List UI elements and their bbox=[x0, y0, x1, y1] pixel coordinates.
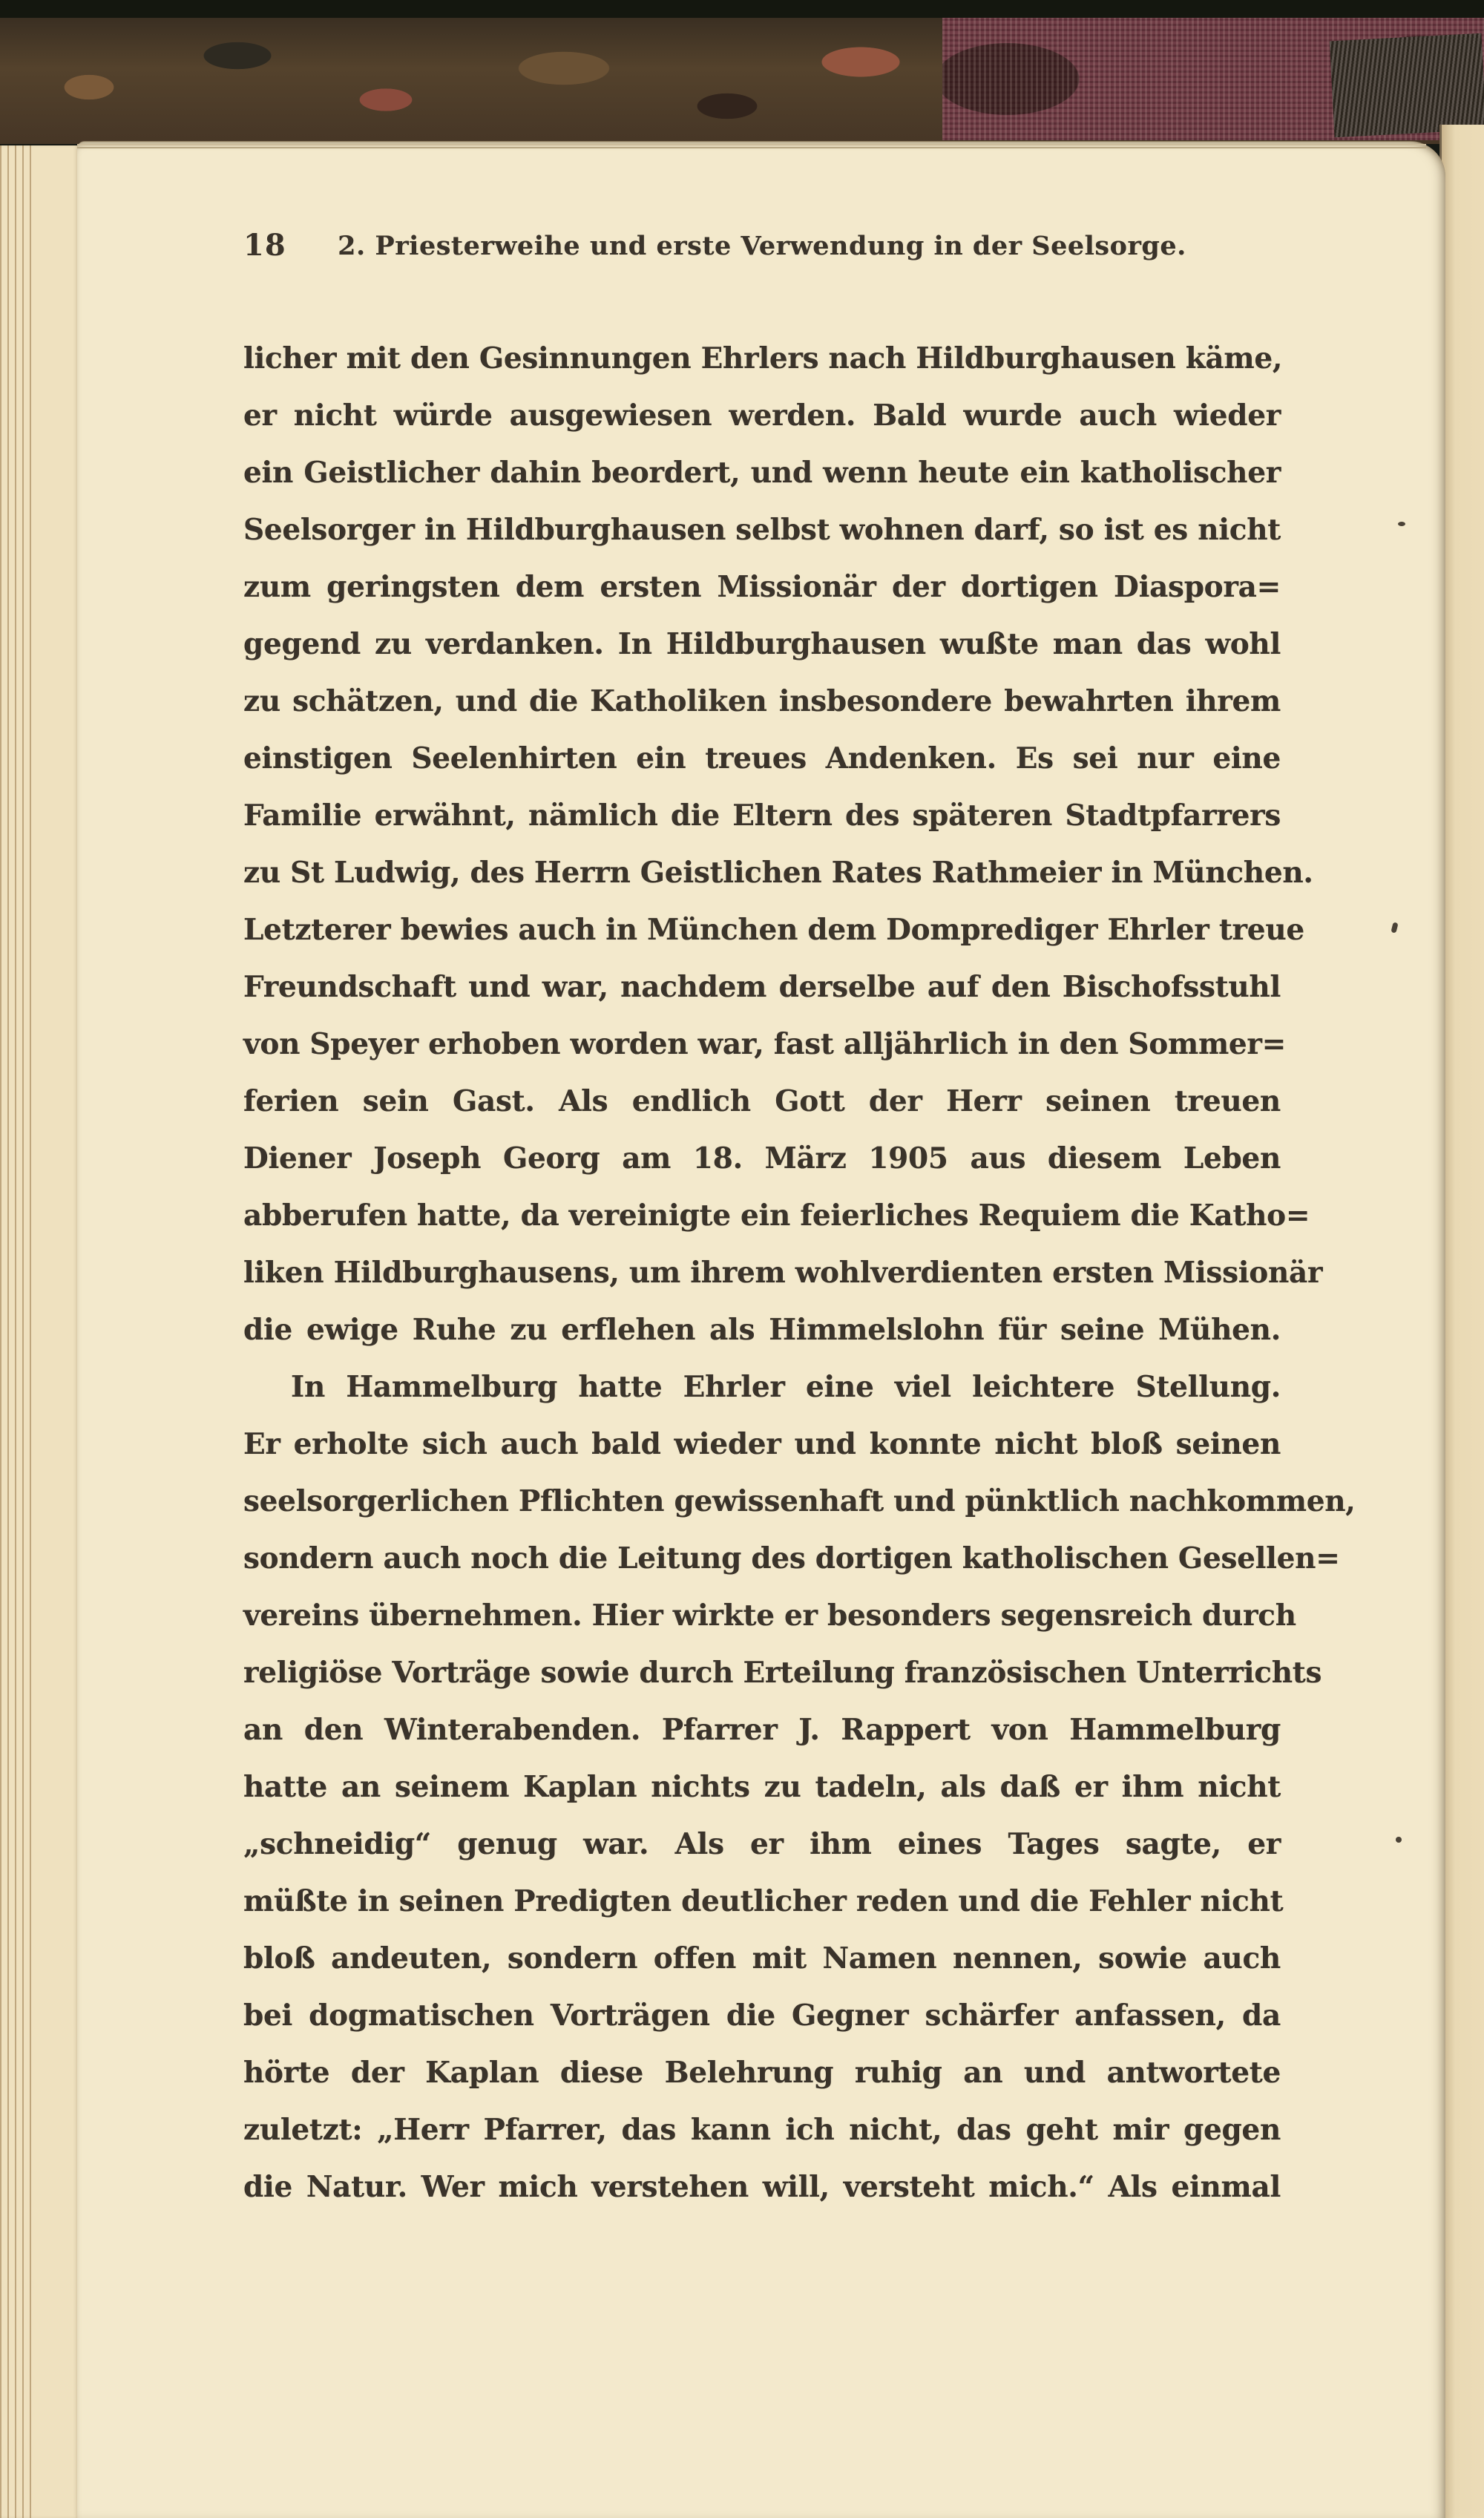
page-stack-edges bbox=[0, 145, 79, 2518]
text-line: die Natur. Wer mich verstehen will, versteht mich.“ Als einmal bbox=[243, 2170, 1281, 2204]
text-line: gegend zu verdanken. In Hildburghausen wußte man das wohl bbox=[243, 627, 1281, 661]
text-line: von Speyer erhoben worden war, fast alljährlich in den Sommer= bbox=[243, 1027, 1287, 1061]
text-line: abberufen hatte, da vereinigte ein feierliches Requiem die Katho= bbox=[243, 1199, 1310, 1233]
ink-speck bbox=[1391, 922, 1398, 933]
running-title: 2. Priesterweihe und erste Verwendung in der Seelsorge. bbox=[338, 231, 1186, 261]
text-line: Freundschaft und war, nachdem derselbe auf den Bischofsstuhl bbox=[243, 970, 1281, 1004]
text-line: vereins übernehmen. Hier wirkte er besonders segensreich durch bbox=[243, 1599, 1296, 1633]
ink-speck bbox=[1396, 1837, 1402, 1843]
text-line: zuletzt: „Herr Pfarrer, das kann ich nicht, das geht mir gegen bbox=[243, 2113, 1281, 2147]
page-number: 18 bbox=[243, 228, 286, 263]
text-line: seelsorgerlichen Pflichten gewissenhaft und pünktlich nachkommen, bbox=[243, 1484, 1356, 1518]
text-line: die ewige Ruhe zu erflehen als Himmelslohn für seine Mühen. bbox=[243, 1313, 1281, 1347]
text-line: zu schätzen, und die Katholiken insbesondere bewahrten ihrem bbox=[243, 684, 1281, 718]
text-line: ein Geistlicher dahin beordert, und wenn heute ein katholischer bbox=[243, 456, 1281, 490]
text-line: sondern auch noch die Leitung des dortigen katholischen Gesellen= bbox=[243, 1541, 1340, 1576]
text-line: zu St Ludwig, des Herrn Geistlichen Rates Rathmeier in München. bbox=[243, 856, 1313, 890]
body-text bbox=[243, 330, 1356, 2216]
paragraph bbox=[243, 1359, 1356, 2216]
text-line: bloß andeuten, sondern offen mit Namen nennen, sowie auch bbox=[243, 1941, 1281, 1976]
text-line: religiöse Vorträge sowie durch Erteilung französischen Unterrichts bbox=[243, 1656, 1322, 1690]
text-line: an den Winterabenden. Pfarrer J. Rappert von Hammelburg bbox=[243, 1713, 1281, 1747]
text-line: „schneidig“ genug war. Als er ihm eines Tages sagte, er bbox=[243, 1827, 1281, 1861]
text-line: zum geringsten dem ersten Missionär der dortigen Diaspora= bbox=[243, 570, 1281, 604]
text-line: In Hammelburg hatte Ehrler eine viel leichtere Stellung. bbox=[291, 1370, 1281, 1404]
facing-page-edge bbox=[1439, 125, 1484, 2518]
ink-speck bbox=[1398, 522, 1405, 526]
paragraph bbox=[243, 330, 1323, 1359]
text-line: Diener Joseph Georg am 18. März 1905 aus diesem Leben bbox=[243, 1141, 1281, 1176]
text-line: liken Hildburghausens, um ihrem wohlverdienten ersten Missionär bbox=[243, 1256, 1323, 1290]
text-line: Er erholte sich auch bald wieder und konnte nicht bloß seinen bbox=[243, 1427, 1281, 1461]
text-line: ferien sein Gast. Als endlich Gott der Herr seinen treuen bbox=[243, 1084, 1281, 1118]
page-header bbox=[243, 225, 1281, 266]
text-line: einstigen Seelenhirten ein treues Andenken. Es sei nur eine bbox=[243, 741, 1281, 776]
text-line: er nicht würde ausgewiesen werden. Bald wurde auch wieder bbox=[243, 399, 1281, 433]
text-line: hatte an seinem Kaplan nichts zu tadeln, als daß er ihm nicht bbox=[243, 1770, 1281, 1804]
text-line: bei dogmatischen Vorträgen die Gegner schärfer anfassen, da bbox=[243, 1999, 1281, 2033]
page-content bbox=[243, 225, 1356, 2216]
page-block-edge bbox=[1330, 33, 1484, 138]
text-line: Letzterer bewies auch in München dem Domprediger Ehrler treue bbox=[243, 913, 1304, 947]
book-page bbox=[77, 141, 1445, 2518]
text-line: Seelsorger in Hildburghausen selbst wohnen darf, so ist es nicht bbox=[243, 513, 1281, 547]
text-line: müßte in seinen Predigten deutlicher reden und die Fehler nicht bbox=[243, 1884, 1284, 1918]
text-line: licher mit den Gesinnungen Ehrlers nach Hildburghausen käme, bbox=[243, 341, 1283, 376]
text-line: Familie erwähnt, nämlich die Eltern des späteren Stadtpfarrers bbox=[243, 799, 1281, 833]
text-line: hörte der Kaplan diese Belehrung ruhig an und antwortete bbox=[243, 2056, 1281, 2090]
